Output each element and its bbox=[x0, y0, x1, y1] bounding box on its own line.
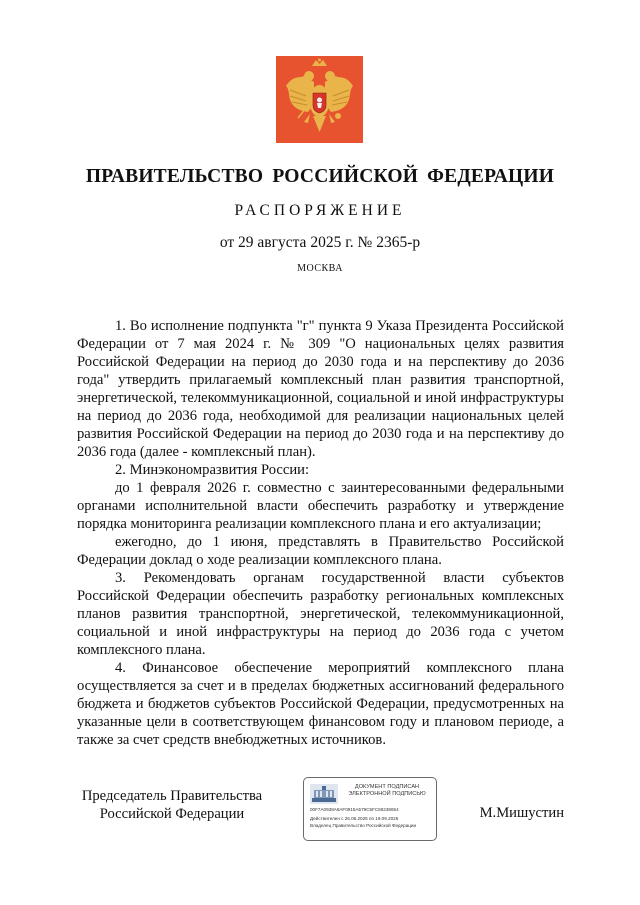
stamp-heading-line-2: ЭЛЕКТРОННОЙ ПОДПИСЬЮ bbox=[348, 791, 426, 797]
city: МОСКВА bbox=[297, 263, 343, 274]
signatory-position-line-2: Российской Федерации bbox=[99, 806, 245, 822]
russian-coat-of-arms-icon bbox=[276, 56, 363, 143]
paragraph-2: 2. Минэкономразвития России: bbox=[115, 462, 309, 478]
signatory-name: М.Мишустин bbox=[479, 805, 564, 821]
stamp-validity: Действителен с 26.06.2025 по 19.09.2026 bbox=[310, 816, 399, 821]
organization-title: ПРАВИТЕЛЬСТВО РОССИЙСКОЙ ФЕДЕРАЦИИ bbox=[85, 166, 555, 187]
document-type: РАСПОРЯЖЕНИЕ bbox=[234, 202, 406, 219]
paragraph-4: 4. Финансовое обеспечение мероприятий комплексного плана осуществляется за счет и в пределах бюджетных ассигнований федерального бюджета и бюджетов субъектов Российской Федерации, предусмотренных на указанные цели в соответствующем финансовом году и плановом периоде, а также за счет средств внебюджетных источников. bbox=[77, 660, 564, 748]
document-body bbox=[77, 317, 564, 749]
paragraph-3: 3. Рекомендовать органам государственной власти субъектов Российской Федерации обеспечить разработку региональных комплексных планов развития транспортной, энергетической, телекоммуникационной, социальной и иной инфраструктуры на период до 2036 года с учетом комплексного плана. bbox=[77, 570, 564, 658]
date-and-number: от 29 августа 2025 г. № 2365-р bbox=[219, 234, 421, 251]
paragraph-1: 1. Во исполнение подпункта "г" пункта 9 Указа Президента Российской Федерации от 7 мая 2024 г. № 309 "О национальных целях развития Российской Федерации на период до 2030 года и на перспективу до 2036 года" утвердить прилагаемый комплексный план развития транспортной, энергетической, телекоммуникационной, социальной и иной инфраструктуры на период до 2036 года, необходимой для реализации национальных целей развития Российской Федерации на период до 2030 года и на перспективу до 2036 года (далее - комплексный план). bbox=[77, 318, 564, 460]
government-building-icon bbox=[310, 784, 338, 804]
stamp-owner: Владелец Правительство Российской Федерации bbox=[310, 823, 417, 828]
paragraph-2-item-1: до 1 февраля 2026 г. совместно с заинтересованными федеральными органами исполнительной власти обеспечить разработку и утверждение порядка мониторинга реализации комплексного плана и его актуализации; bbox=[77, 480, 564, 532]
stamp-certificate: 00F7A0938A8AF0915A579C5FC86238654 bbox=[310, 807, 399, 812]
signatory-position bbox=[77, 787, 267, 823]
electronic-signature-stamp bbox=[303, 777, 437, 841]
signatory-position-line-1: Председатель Правительства bbox=[81, 788, 263, 804]
stamp-heading-line-1: ДОКУМЕНТ ПОДПИСАН bbox=[354, 784, 420, 790]
stamp-heading bbox=[340, 784, 434, 798]
paragraph-2-item-2: ежегодно, до 1 июня, представлять в Правительство Российской Федерации доклад о ходе реализации комплексного плана. bbox=[77, 534, 564, 568]
